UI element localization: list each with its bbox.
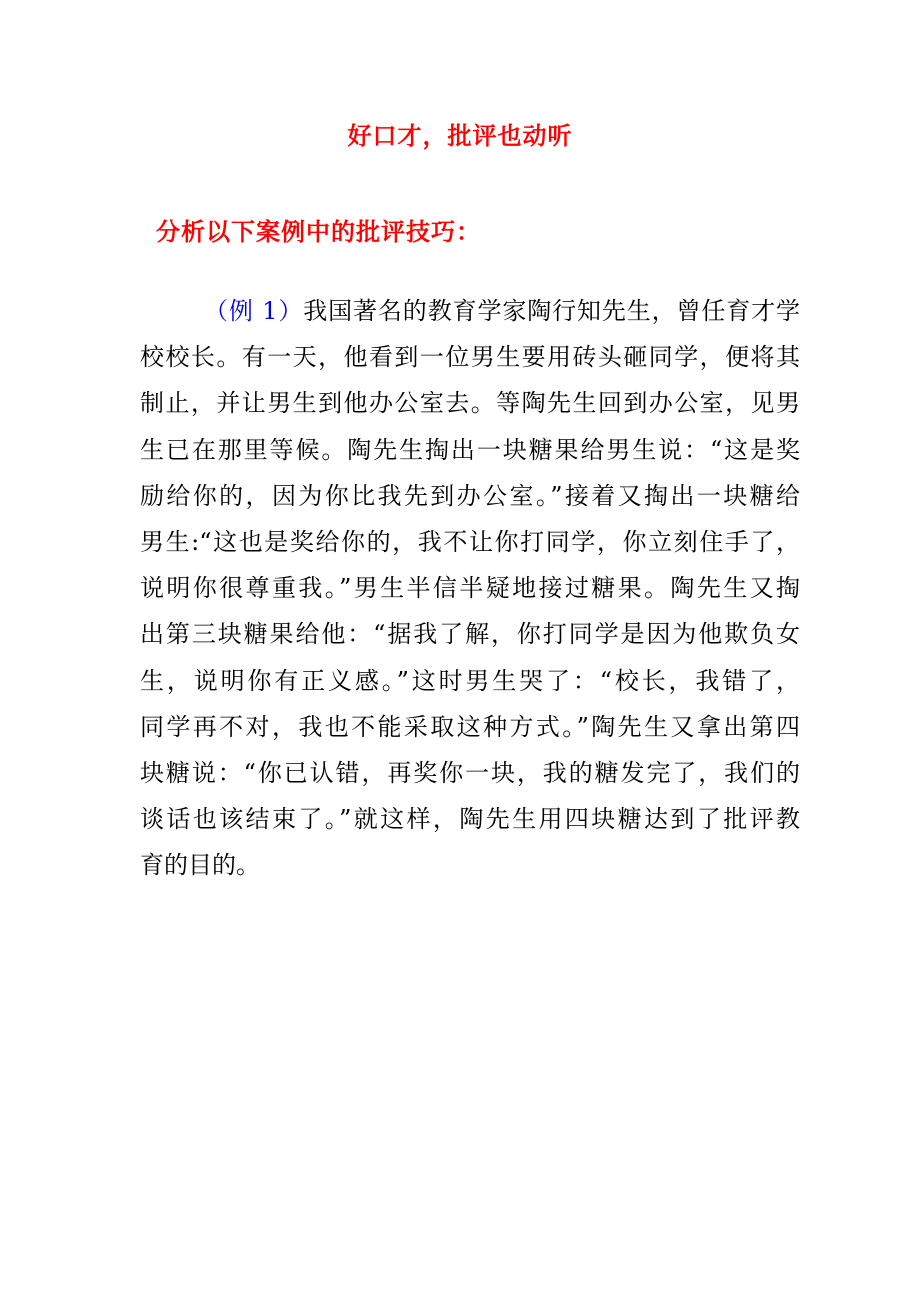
paragraph-line-text: 我国著名的教育学家陶行知先生，曾任育才学 [303,297,800,325]
paragraph-line: 育的目的。 [140,851,260,880]
section-heading: 分析以下案例中的批评技巧： [156,217,481,246]
paragraph-line: 同学再不对，我也不能采取这种方式。”陶先生又拿出第四 [140,712,800,741]
example-label: （例 1） [204,297,304,325]
paragraph-line: 出第三块糖果给他：“据我了解，你打同学是因为他欺负女 [140,620,800,649]
page-title: 好口才，批评也动听 [347,121,573,150]
paragraph-line: 励给你的，因为你比我先到办公室。”接着又掏出一块糖给 [140,481,800,510]
paragraph-line: 男生:“这也是奖给你的，我不让你打同学，你立刻住手了， [140,528,800,557]
paragraph-line: 制止，并让男生到他办公室去。等陶先生回到办公室，见男 [140,389,800,418]
paragraph-line: 说明你很尊重我。”男生半信半疑地接过糖果。陶先生又掏 [140,574,800,603]
paragraph-line: 块糖说：“你已认错，再奖你一块，我的糖发完了，我们的 [140,759,800,788]
paragraph-line [140,288,800,334]
paragraph-line: 校校长。有一天，他看到一位男生要用砖头砸同学，便将其 [140,343,800,372]
paragraph-line: 生已在那里等候。陶先生掏出一块糖果给男生说：“这是奖 [140,435,800,464]
paragraph-line: 生，说明你有正义感。”这时男生哭了：“校长，我错了， [140,666,800,695]
paragraph-line: 谈话也该结束了。”就这样，陶先生用四块糖达到了批评教 [140,805,800,834]
example-paragraph [140,288,800,889]
